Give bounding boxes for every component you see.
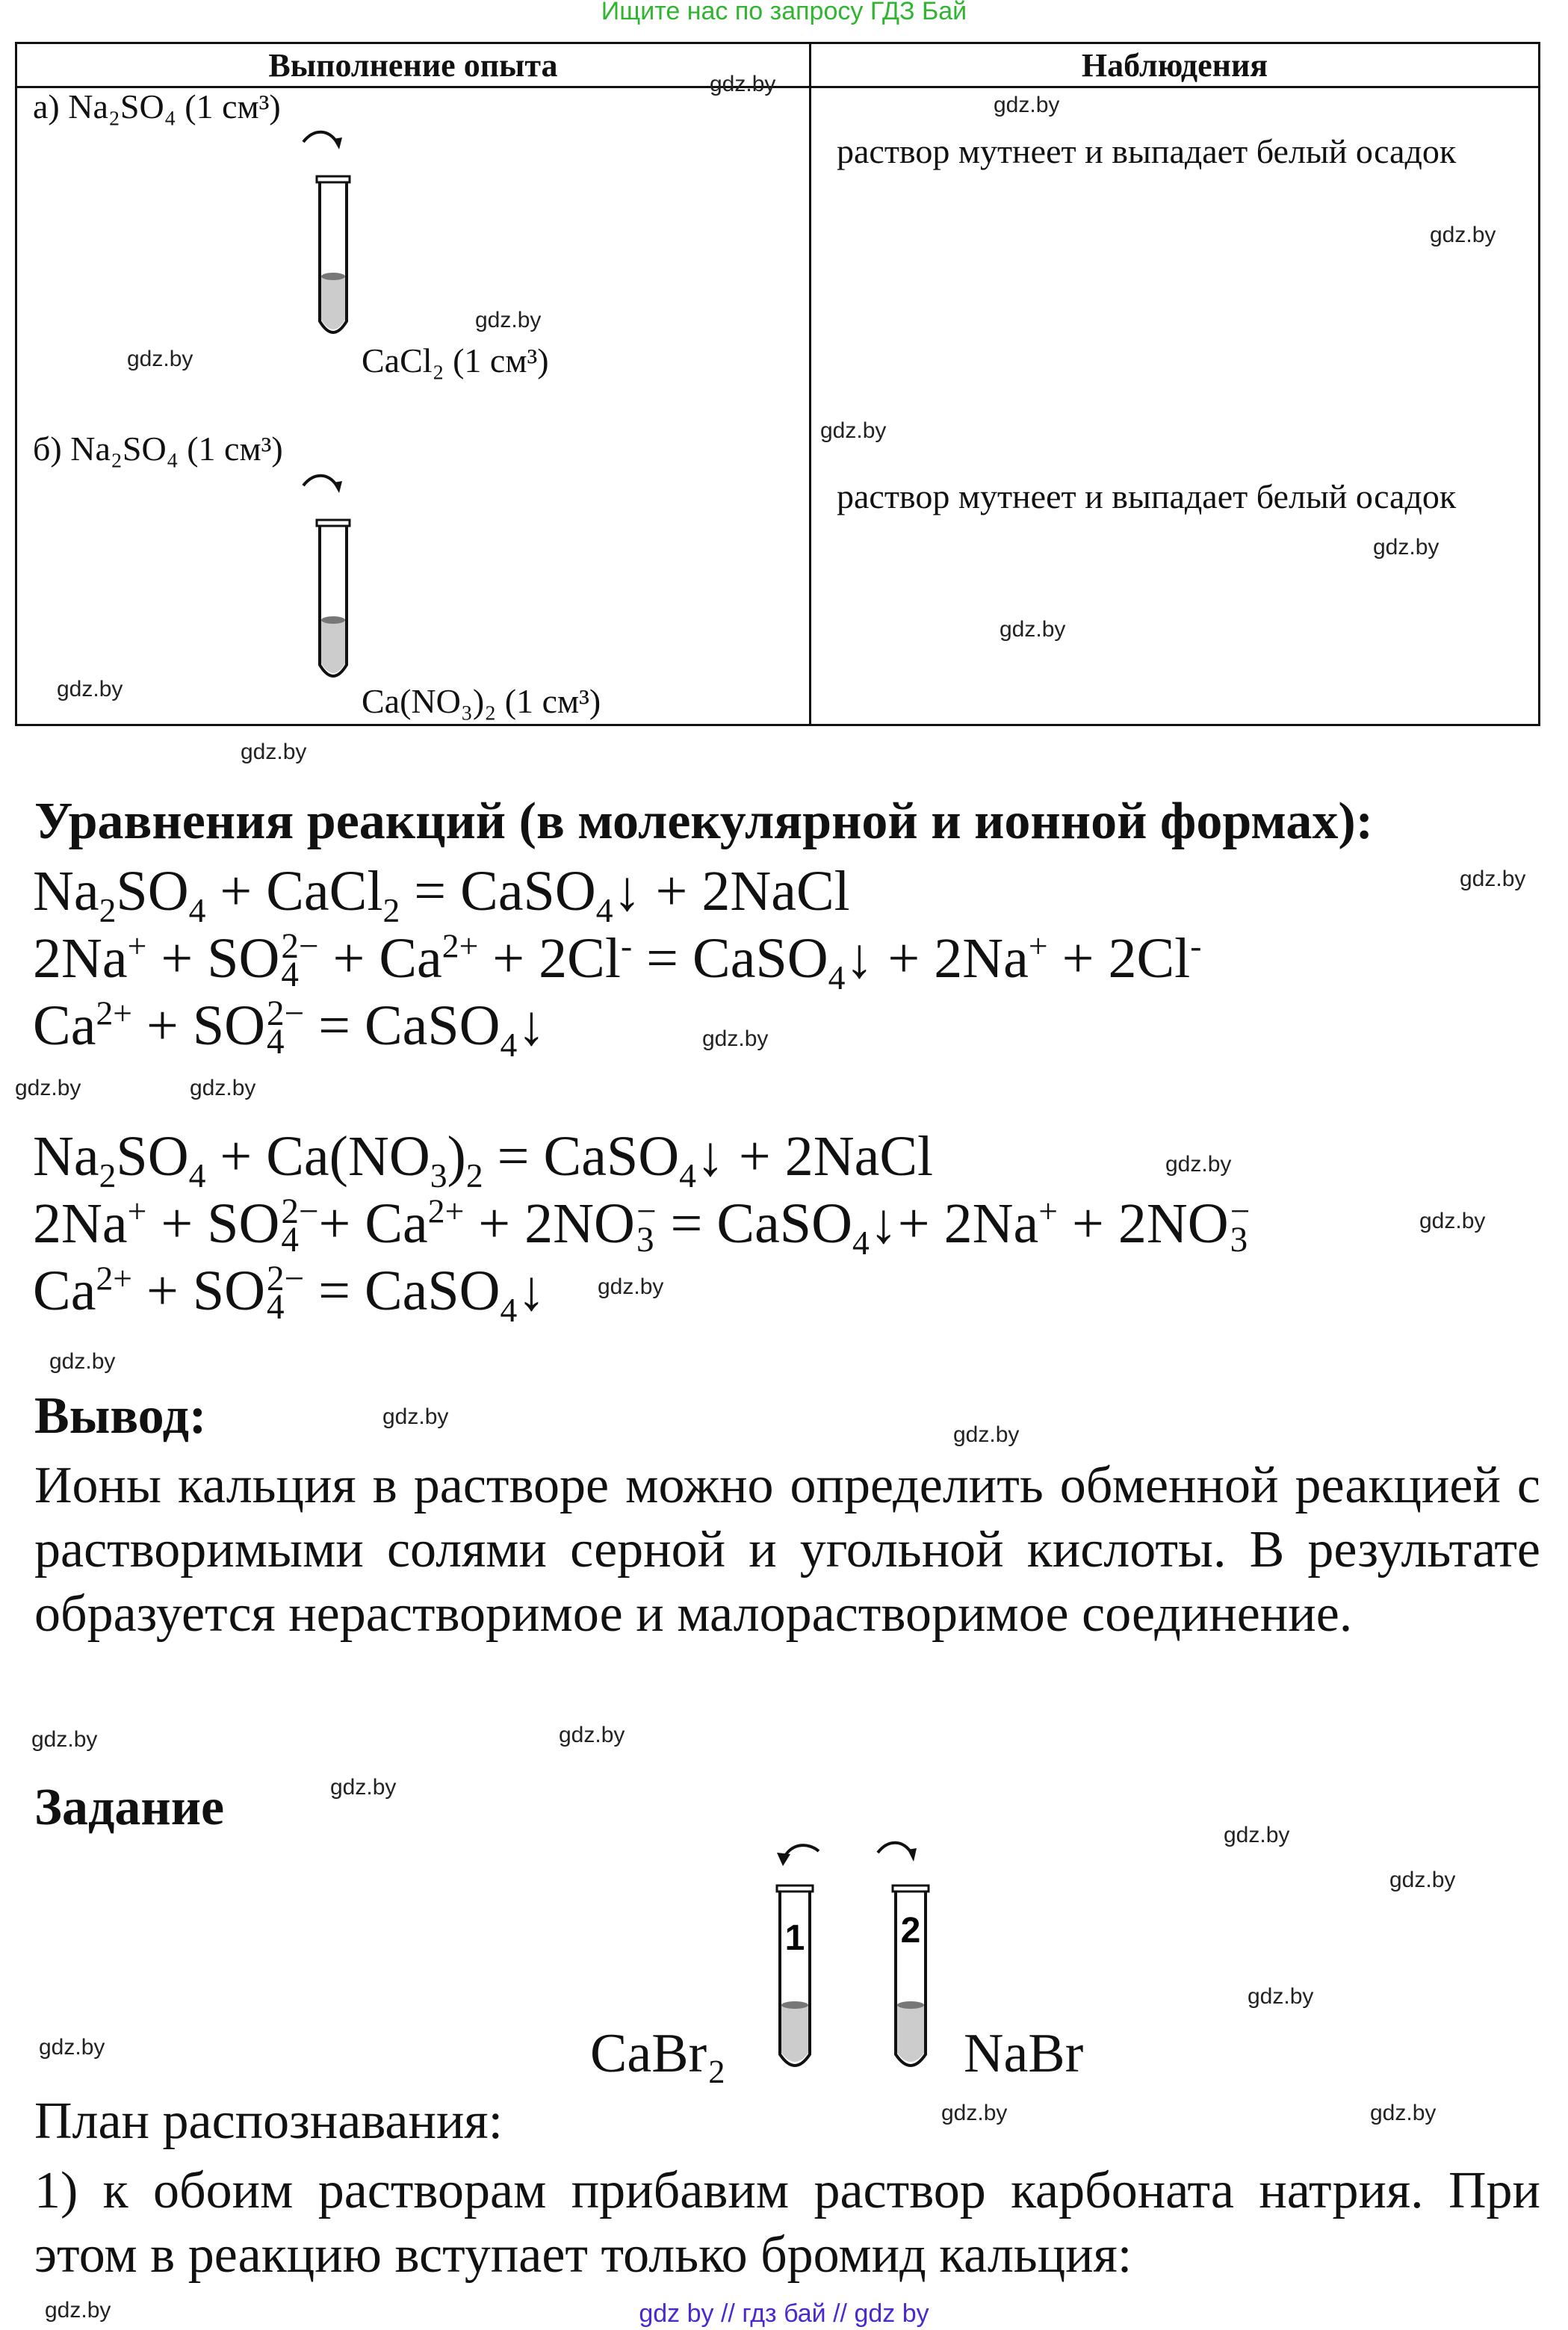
nabr-label: NaBr <box>964 2023 1084 2084</box>
formula-text: 2Na <box>33 1192 128 1255</box>
subscript: 2 <box>99 891 117 930</box>
formula-text: + Ca <box>318 927 442 990</box>
watermark: gdz.by <box>941 2101 1008 2125</box>
header-procedure: Выполнение опыта <box>16 43 811 87</box>
formula-text: Na <box>33 1125 99 1188</box>
formula-text: + Ca <box>318 1192 428 1255</box>
subscript: 4 <box>679 1156 696 1195</box>
search-banner[interactable]: Ищите нас по запросу ГДЗ Бай <box>601 0 967 25</box>
watermark: gdz.by <box>49 1349 116 1374</box>
formula-text: + SO <box>146 927 280 990</box>
subscript: 2 <box>382 891 400 930</box>
watermark: gdz.by <box>382 1404 449 1429</box>
ion-part: 2− <box>266 994 305 1033</box>
formula-text: + SO <box>146 1192 280 1255</box>
equation <box>33 860 850 930</box>
formula-text: = CaSO <box>483 1125 680 1188</box>
subscript: 4 <box>500 1291 518 1330</box>
watermark: gdz.by <box>241 740 307 764</box>
watermark: gdz.by <box>15 1076 81 1100</box>
formula-text: = CaSO <box>304 994 501 1057</box>
subscript: 4 <box>595 891 613 930</box>
formula-text: Ca <box>33 1259 96 1322</box>
formula-text: + 2Cl <box>478 927 621 990</box>
ion-part: 2− <box>281 1192 319 1231</box>
plan-text: 1) к обоим растворам прибавим раствор карбоната натрия. При этом в реакцию вступает только бромид кальция: <box>34 2162 1540 2284</box>
subscript: 2 <box>99 1156 117 1195</box>
formula-text: SO <box>116 1125 189 1188</box>
formula-text: ↓+ 2Na <box>869 1192 1039 1255</box>
ion-part: 3 <box>636 1220 654 1259</box>
formula-text: ↓ + 2NaCl <box>695 1125 934 1188</box>
row-a-reagent: CaCl₂ (1 см³) <box>362 341 549 379</box>
test-tube-2-icon <box>870 1838 952 2077</box>
watermark: gdz.by <box>953 1422 1020 1447</box>
watermark: gdz.by <box>31 1727 98 1752</box>
row-b-observation: раствор мутнеет и выпадает белый осадок <box>837 477 1457 515</box>
ion-charge-index <box>266 1259 305 1327</box>
ion-charge-index <box>636 1192 657 1259</box>
ion-part: − <box>1230 1192 1251 1231</box>
watermark: gdz.by <box>702 1026 769 1051</box>
equation <box>33 926 1202 997</box>
watermark: gdz.by <box>598 1274 664 1299</box>
subscript: 4 <box>188 891 206 930</box>
formula-text: = CaSO <box>632 927 828 990</box>
ion-part: 4 <box>266 1287 285 1327</box>
ion-part: 2− <box>266 1259 305 1298</box>
formula-text: ↓ + 2NaCl <box>613 860 850 923</box>
test-tube-icon <box>299 471 366 687</box>
superscript: - <box>620 926 633 965</box>
equation <box>33 1192 1251 1262</box>
watermark: gdz.by <box>39 2035 105 2060</box>
ion-part: 4 <box>281 1220 299 1259</box>
formula-text: + Ca(NO <box>205 1125 430 1188</box>
watermark: gdz.by <box>1430 223 1496 247</box>
subscript: 2 <box>465 1156 483 1195</box>
watermark: gdz.by <box>1460 867 1526 891</box>
formula-text: ) <box>447 1125 466 1188</box>
formula-text: ↓ <box>517 1259 546 1322</box>
watermark: gdz.by <box>1224 1823 1290 1847</box>
watermark: gdz.by <box>559 1723 625 1747</box>
superscript: 2+ <box>96 994 132 1032</box>
subscript: 3 <box>430 1156 447 1195</box>
task-title: Задание <box>34 1779 225 1836</box>
watermark: gdz.by <box>1000 617 1066 642</box>
superscript: + <box>1038 1192 1058 1230</box>
superscript: - <box>1190 926 1202 965</box>
watermark: gdz.by <box>1373 535 1440 560</box>
row-b-label: б) Na₂SO₄ (1 см³) <box>33 430 283 468</box>
watermark: gdz.by <box>820 418 887 443</box>
ion-charge-index <box>1230 1192 1251 1259</box>
formula-text: + 2Cl <box>1047 927 1191 990</box>
subscript: 4 <box>852 1224 870 1262</box>
ion-charge-index <box>281 926 319 994</box>
ion-charge-index <box>281 1192 319 1259</box>
formula-text: SO <box>116 860 189 923</box>
tube-1-number: 1 <box>784 1918 805 1958</box>
row-b-cell <box>811 406 1540 725</box>
watermark: gdz.by <box>190 1076 256 1100</box>
ion-part: 3 <box>1230 1220 1248 1259</box>
equation <box>33 994 546 1065</box>
header-observations: Наблюдения <box>811 43 1540 87</box>
formula-text: ↓ + 2Na <box>845 927 1029 990</box>
footer-links[interactable]: gdz by // гдз бай // gdz by <box>639 2299 929 2328</box>
formula-text: = CaSO <box>304 1259 501 1322</box>
conclusion-title: Вывод: <box>34 1387 207 1445</box>
formula-text: + SO <box>131 1259 265 1322</box>
superscript: + <box>1028 926 1048 965</box>
formula-text: Ca <box>33 994 96 1057</box>
watermark: gdz.by <box>710 72 776 96</box>
watermark: gdz.by <box>330 1775 397 1800</box>
formula-text: ↓ <box>517 994 546 1057</box>
row-b-reagent: Ca(NO₃)₂ (1 см³) <box>362 682 601 720</box>
watermark: gdz.by <box>1370 2101 1437 2125</box>
subscript: 4 <box>188 1156 206 1195</box>
formula-text: + CaCl <box>205 860 383 923</box>
tube-2-number: 2 <box>900 1911 921 1951</box>
ion-part: 4 <box>266 1022 285 1062</box>
row-a-label: а) Na₂SO₄ (1 см³) <box>33 87 281 126</box>
test-tube-icon <box>299 127 366 344</box>
formula-text: + SO <box>131 994 265 1057</box>
watermark: gdz.by <box>127 347 193 371</box>
conclusion-text: Ионы кальция в растворе можно определить обменной реакцией с растворимыми солями серной и угольной кислоты. В результате образуется нерастворимое и малорастворимое соединение. <box>34 1457 1540 1643</box>
formula-text: + 2NO <box>464 1192 635 1255</box>
test-tube-1-icon <box>754 1838 837 2077</box>
watermark: gdz.by <box>1389 1868 1456 1892</box>
formula-text: Na <box>33 860 99 923</box>
formula-text: + 2NO <box>1057 1192 1229 1255</box>
superscript: 2+ <box>441 926 479 965</box>
equation <box>33 1259 546 1330</box>
watermark: gdz.by <box>1248 1984 1314 2009</box>
plan-title: План распознавания: <box>34 2092 503 2150</box>
subscript: 4 <box>500 1026 518 1065</box>
superscript: 2+ <box>96 1259 132 1298</box>
watermark: gdz.by <box>1165 1152 1232 1177</box>
formula-text: = CaSO <box>400 860 596 923</box>
watermark: gdz.by <box>45 2298 111 2323</box>
watermark: gdz.by <box>1419 1209 1486 1233</box>
superscript: 2+ <box>427 1192 465 1230</box>
formula-text: = CaSO <box>656 1192 852 1255</box>
watermark: gdz.by <box>475 308 542 332</box>
row-a-observation: раствор мутнеет и выпадает белый осадок <box>837 132 1457 170</box>
ion-part: 4 <box>281 955 299 994</box>
watermark: gdz.by <box>57 677 123 701</box>
ion-charge-index <box>266 994 305 1062</box>
superscript: + <box>127 1192 147 1230</box>
watermark: gdz.by <box>994 93 1060 117</box>
formula-text: 2Na <box>33 927 128 990</box>
ion-part: − <box>636 1192 657 1231</box>
ion-part: 2− <box>281 926 319 966</box>
superscript: + <box>127 926 147 965</box>
subscript: 4 <box>828 958 846 997</box>
equation <box>33 1125 934 1195</box>
cabr2-label: CaBr₂ <box>590 2023 727 2084</box>
equations-title: Уравнения реакций (в молекулярной и ионной формах): <box>34 793 1374 850</box>
